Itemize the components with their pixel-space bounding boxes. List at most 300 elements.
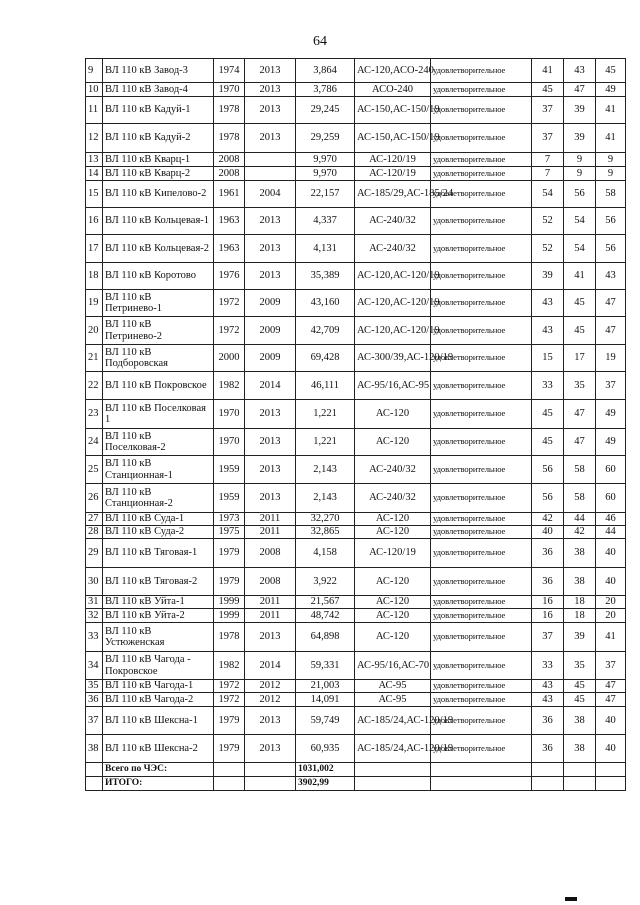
- line-length-cell: 46,111: [296, 372, 355, 400]
- commission-year-cell: 1979: [214, 707, 245, 735]
- table-row: [86, 513, 626, 526]
- line-name-cell: ВЛ 110 кВ Завод-4: [103, 83, 214, 97]
- line-name-cell: ВЛ 110 кВ Шексна-1: [103, 707, 214, 735]
- line-name-cell: ВЛ 110 кВ Уйта-1: [103, 596, 214, 609]
- condition-cell: удовлетворительное: [431, 456, 532, 484]
- total-length-cell: 3902,99: [296, 777, 355, 791]
- value-col-2-cell: 38: [564, 735, 596, 763]
- line-length-cell: 2,143: [296, 484, 355, 513]
- wire-brand-cell: АС-95/16,АС-70: [355, 652, 431, 680]
- table-row: [86, 707, 626, 735]
- commission-year-cell: 1972: [214, 317, 245, 345]
- condition-cell: удовлетворительное: [431, 167, 532, 181]
- total-row: [86, 763, 626, 777]
- value-col-1-cell: 42: [532, 513, 564, 526]
- line-length-cell: 43,160: [296, 290, 355, 317]
- row-number-cell: 20: [86, 317, 103, 345]
- row-number-cell: 30: [86, 568, 103, 596]
- reconstruction-year-cell: 2013: [245, 484, 296, 513]
- condition-cell: удовлетворительное: [431, 539, 532, 568]
- line-length-cell: 29,245: [296, 97, 355, 124]
- commission-year-cell: 1978: [214, 124, 245, 153]
- wire-brand-cell: АС-240/32: [355, 208, 431, 235]
- line-name-cell: ВЛ 110 кВ Суда-2: [103, 526, 214, 539]
- condition-cell: удовлетворительное: [431, 290, 532, 317]
- value-col-2-cell: 58: [564, 484, 596, 513]
- condition-cell: удовлетворительное: [431, 596, 532, 609]
- condition-cell: удовлетворительное: [431, 526, 532, 539]
- line-name-cell: ВЛ 110 кВ Станционная-2: [103, 484, 214, 513]
- line-name-cell: ВЛ 110 кВ Тяговая-1: [103, 539, 214, 568]
- line-length-cell: 29,259: [296, 124, 355, 153]
- line-name-cell: ВЛ 110 кВ Шексна-2: [103, 735, 214, 763]
- value-col-3-cell: 43: [596, 263, 626, 290]
- value-col-1-cell: 43: [532, 693, 564, 707]
- value-col-1-cell: 45: [532, 83, 564, 97]
- value-col-3-cell: 41: [596, 124, 626, 153]
- row-number-cell: 19: [86, 290, 103, 317]
- commission-year-cell: 1999: [214, 609, 245, 623]
- reconstruction-year-cell: 2011: [245, 609, 296, 623]
- value-col-1-cell: 54: [532, 181, 564, 208]
- condition-cell: удовлетворительное: [431, 680, 532, 693]
- line-length-cell: 3,864: [296, 59, 355, 83]
- page-number: 64: [313, 34, 327, 49]
- line-length-cell: 59,749: [296, 707, 355, 735]
- line-name-cell: ВЛ 110 кВ Уйта-2: [103, 609, 214, 623]
- line-length-cell: 48,742: [296, 609, 355, 623]
- value-col-3-cell: 9: [596, 167, 626, 181]
- row-number-cell: 31: [86, 596, 103, 609]
- value-col-1-cell: 37: [532, 623, 564, 652]
- table-row: [86, 623, 626, 652]
- condition-cell: удовлетворительное: [431, 735, 532, 763]
- total-row: [86, 777, 626, 791]
- row-number-cell: 15: [86, 181, 103, 208]
- value-col-1-cell: 43: [532, 317, 564, 345]
- line-name-cell: ВЛ 110 кВ Устюженская: [103, 623, 214, 652]
- value-col-1-cell: 52: [532, 235, 564, 263]
- value-col-1-cell: 45: [532, 400, 564, 429]
- row-number-cell: 35: [86, 680, 103, 693]
- value-col-2-cell: 56: [564, 181, 596, 208]
- commission-year-cell: 1970: [214, 429, 245, 456]
- value-col-3-cell: 60: [596, 484, 626, 513]
- value-col-1-cell: 36: [532, 539, 564, 568]
- reconstruction-year-cell: 2013: [245, 623, 296, 652]
- table-row: [86, 456, 626, 484]
- wire-brand-cell: АСО-240: [355, 83, 431, 97]
- condition-cell: удовлетворительное: [431, 693, 532, 707]
- table-body: [86, 59, 626, 791]
- value-col-3-cell: 40: [596, 735, 626, 763]
- value-col-3-cell: 37: [596, 652, 626, 680]
- value-col-2-cell: 54: [564, 235, 596, 263]
- row-number-cell: 32: [86, 609, 103, 623]
- condition-cell: удовлетворительное: [431, 181, 532, 208]
- commission-year-cell: 1970: [214, 400, 245, 429]
- wire-brand-cell: АС-120: [355, 526, 431, 539]
- value-col-1-cell: 43: [532, 680, 564, 693]
- value-col-1-cell: 36: [532, 707, 564, 735]
- value-col-2-cell: 43: [564, 59, 596, 83]
- commission-year-cell: 1979: [214, 735, 245, 763]
- empty-cell: [596, 763, 626, 777]
- wire-brand-cell: АС-120: [355, 623, 431, 652]
- line-name-cell: ВЛ 110 кВ Кадуй-1: [103, 97, 214, 124]
- value-col-3-cell: 37: [596, 372, 626, 400]
- value-col-3-cell: 49: [596, 429, 626, 456]
- commission-year-cell: 1970: [214, 83, 245, 97]
- value-col-2-cell: 38: [564, 539, 596, 568]
- line-length-cell: 1,221: [296, 429, 355, 456]
- value-col-1-cell: 15: [532, 345, 564, 372]
- value-col-1-cell: 7: [532, 167, 564, 181]
- value-col-3-cell: 47: [596, 317, 626, 345]
- reconstruction-year-cell: 2009: [245, 317, 296, 345]
- row-number-cell: 16: [86, 208, 103, 235]
- table-row: [86, 235, 626, 263]
- table-row: [86, 263, 626, 290]
- condition-cell: удовлетворительное: [431, 153, 532, 167]
- value-col-3-cell: 20: [596, 596, 626, 609]
- condition-cell: удовлетворительное: [431, 484, 532, 513]
- commission-year-cell: 1973: [214, 513, 245, 526]
- total-length-cell: 1031,002: [296, 763, 355, 777]
- table-row: [86, 609, 626, 623]
- condition-cell: удовлетворительное: [431, 124, 532, 153]
- line-length-cell: 35,389: [296, 263, 355, 290]
- wire-brand-cell: АС-95: [355, 693, 431, 707]
- wire-brand-cell: АС-150,АС-150/19: [355, 97, 431, 124]
- value-col-1-cell: 37: [532, 97, 564, 124]
- line-name-cell: ВЛ 110 кВ Кольцевая-2: [103, 235, 214, 263]
- table-row: [86, 97, 626, 124]
- table-row: [86, 484, 626, 513]
- value-col-3-cell: 20: [596, 609, 626, 623]
- line-name-cell: ВЛ 110 кВ Кадуй-2: [103, 124, 214, 153]
- wire-brand-cell: АС-120/19: [355, 153, 431, 167]
- wire-brand-cell: АС-120/19: [355, 167, 431, 181]
- line-length-cell: 42,709: [296, 317, 355, 345]
- row-number-cell: 37: [86, 707, 103, 735]
- wire-brand-cell: АС-240/32: [355, 484, 431, 513]
- table-row: [86, 181, 626, 208]
- value-col-1-cell: 33: [532, 372, 564, 400]
- table-row: [86, 372, 626, 400]
- wire-brand-cell: АС-120: [355, 429, 431, 456]
- row-number-cell: 18: [86, 263, 103, 290]
- row-number-cell: 27: [86, 513, 103, 526]
- power-lines-table: [85, 58, 626, 791]
- value-col-2-cell: 47: [564, 400, 596, 429]
- value-col-2-cell: 17: [564, 345, 596, 372]
- value-col-1-cell: 7: [532, 153, 564, 167]
- value-col-2-cell: 9: [564, 167, 596, 181]
- commission-year-cell: 1959: [214, 456, 245, 484]
- value-col-3-cell: 41: [596, 97, 626, 124]
- table-row: [86, 735, 626, 763]
- commission-year-cell: 1982: [214, 372, 245, 400]
- value-col-3-cell: 9: [596, 153, 626, 167]
- commission-year-cell: 1999: [214, 596, 245, 609]
- wire-brand-cell: АС-95/16,АС-95: [355, 372, 431, 400]
- value-col-2-cell: 45: [564, 693, 596, 707]
- empty-cell: [214, 763, 245, 777]
- value-col-2-cell: 38: [564, 707, 596, 735]
- line-length-cell: 4,158: [296, 539, 355, 568]
- commission-year-cell: 1972: [214, 290, 245, 317]
- table-row: [86, 290, 626, 317]
- reconstruction-year-cell: 2011: [245, 526, 296, 539]
- wire-brand-cell: АС-150,АС-150/19: [355, 124, 431, 153]
- row-number-cell: 26: [86, 484, 103, 513]
- row-number-cell: 23: [86, 400, 103, 429]
- reconstruction-year-cell: 2009: [245, 290, 296, 317]
- row-number-cell: 11: [86, 97, 103, 124]
- value-col-1-cell: 16: [532, 596, 564, 609]
- line-name-cell: ВЛ 110 кВ Тяговая-2: [103, 568, 214, 596]
- commission-year-cell: 1982: [214, 652, 245, 680]
- total-label-cell: ИТОГО:: [103, 777, 214, 791]
- row-number-cell: 38: [86, 735, 103, 763]
- line-name-cell: ВЛ 110 кВ Суда-1: [103, 513, 214, 526]
- row-number-cell: 28: [86, 526, 103, 539]
- line-length-cell: 59,331: [296, 652, 355, 680]
- commission-year-cell: 1963: [214, 208, 245, 235]
- value-col-2-cell: 54: [564, 208, 596, 235]
- commission-year-cell: 2008: [214, 153, 245, 167]
- value-col-3-cell: 49: [596, 83, 626, 97]
- value-col-3-cell: 60: [596, 456, 626, 484]
- value-col-2-cell: 38: [564, 568, 596, 596]
- value-col-1-cell: 36: [532, 735, 564, 763]
- condition-cell: удовлетворительное: [431, 59, 532, 83]
- value-col-2-cell: 58: [564, 456, 596, 484]
- reconstruction-year-cell: 2013: [245, 429, 296, 456]
- table-row: [86, 400, 626, 429]
- value-col-3-cell: 46: [596, 513, 626, 526]
- commission-year-cell: 1974: [214, 59, 245, 83]
- row-number-cell: 22: [86, 372, 103, 400]
- empty-cell: [214, 777, 245, 791]
- line-length-cell: 2,143: [296, 456, 355, 484]
- reconstruction-year-cell: 2013: [245, 456, 296, 484]
- commission-year-cell: 1978: [214, 623, 245, 652]
- value-col-3-cell: 41: [596, 623, 626, 652]
- row-number-cell: 36: [86, 693, 103, 707]
- empty-cell: [431, 777, 532, 791]
- table-row: [86, 568, 626, 596]
- reconstruction-year-cell: 2013: [245, 59, 296, 83]
- value-col-2-cell: 45: [564, 290, 596, 317]
- line-name-cell: ВЛ 110 кВ Коротово: [103, 263, 214, 290]
- line-name-cell: ВЛ 110 кВ Подборовская: [103, 345, 214, 372]
- condition-cell: удовлетворительное: [431, 609, 532, 623]
- wire-brand-cell: АС-120,АС-120/19: [355, 263, 431, 290]
- wire-brand-cell: АС-300/39,АС-120/19: [355, 345, 431, 372]
- row-number-cell: 12: [86, 124, 103, 153]
- value-col-1-cell: 41: [532, 59, 564, 83]
- reconstruction-year-cell: 2013: [245, 208, 296, 235]
- table-row: [86, 596, 626, 609]
- value-col-3-cell: 40: [596, 539, 626, 568]
- wire-brand-cell: АС-120/19: [355, 539, 431, 568]
- line-name-cell: ВЛ 110 кВ Поселковая 1: [103, 400, 214, 429]
- scan-mark: [565, 897, 577, 901]
- reconstruction-year-cell: 2014: [245, 652, 296, 680]
- reconstruction-year-cell: 2014: [245, 372, 296, 400]
- commission-year-cell: 1972: [214, 693, 245, 707]
- commission-year-cell: 1963: [214, 235, 245, 263]
- line-name-cell: ВЛ 110 кВ Кварц-1: [103, 153, 214, 167]
- reconstruction-year-cell: 2013: [245, 263, 296, 290]
- line-length-cell: 32,270: [296, 513, 355, 526]
- empty-cell: [355, 777, 431, 791]
- condition-cell: удовлетворительное: [431, 97, 532, 124]
- wire-brand-cell: АС-95: [355, 680, 431, 693]
- value-col-2-cell: 35: [564, 652, 596, 680]
- condition-cell: удовлетворительное: [431, 568, 532, 596]
- commission-year-cell: 1975: [214, 526, 245, 539]
- value-col-1-cell: 37: [532, 124, 564, 153]
- table-row: [86, 526, 626, 539]
- value-col-1-cell: 16: [532, 609, 564, 623]
- row-number-cell: 24: [86, 429, 103, 456]
- empty-cell: [86, 777, 103, 791]
- line-name-cell: ВЛ 110 кВ Чагода - Покровское: [103, 652, 214, 680]
- wire-brand-cell: АС-240/32: [355, 235, 431, 263]
- reconstruction-year-cell: 2009: [245, 345, 296, 372]
- reconstruction-year-cell: 2013: [245, 97, 296, 124]
- line-length-cell: 4,337: [296, 208, 355, 235]
- wire-brand-cell: АС-120: [355, 400, 431, 429]
- wire-brand-cell: АС-185/29,АС-185/24: [355, 181, 431, 208]
- value-col-2-cell: 41: [564, 263, 596, 290]
- value-col-1-cell: 33: [532, 652, 564, 680]
- wire-brand-cell: АС-120,АСО-240: [355, 59, 431, 83]
- reconstruction-year-cell: 2008: [245, 568, 296, 596]
- value-col-3-cell: 40: [596, 568, 626, 596]
- row-number-cell: 14: [86, 167, 103, 181]
- condition-cell: удовлетворительное: [431, 429, 532, 456]
- value-col-3-cell: 56: [596, 208, 626, 235]
- value-col-3-cell: 44: [596, 526, 626, 539]
- wire-brand-cell: АС-240/32: [355, 456, 431, 484]
- line-name-cell: ВЛ 110 кВ Кольцевая-1: [103, 208, 214, 235]
- value-col-3-cell: 58: [596, 181, 626, 208]
- total-label-cell: Всего по ЧЭС:: [103, 763, 214, 777]
- wire-brand-cell: АС-185/24,АС-120/19: [355, 735, 431, 763]
- table-row: [86, 652, 626, 680]
- condition-cell: удовлетворительное: [431, 83, 532, 97]
- empty-cell: [564, 763, 596, 777]
- reconstruction-year-cell: 2013: [245, 83, 296, 97]
- reconstruction-year-cell: [245, 153, 296, 167]
- value-col-2-cell: 9: [564, 153, 596, 167]
- line-name-cell: ВЛ 110 кВ Кварц-2: [103, 167, 214, 181]
- line-length-cell: 4,131: [296, 235, 355, 263]
- value-col-1-cell: 45: [532, 429, 564, 456]
- empty-cell: [355, 763, 431, 777]
- empty-cell: [532, 777, 564, 791]
- reconstruction-year-cell: 2013: [245, 707, 296, 735]
- value-col-3-cell: 56: [596, 235, 626, 263]
- empty-cell: [564, 777, 596, 791]
- value-col-1-cell: 36: [532, 568, 564, 596]
- table-row: [86, 208, 626, 235]
- line-length-cell: 60,935: [296, 735, 355, 763]
- value-col-2-cell: 35: [564, 372, 596, 400]
- empty-cell: [245, 763, 296, 777]
- line-name-cell: ВЛ 110 кВ Покровское: [103, 372, 214, 400]
- reconstruction-year-cell: 2008: [245, 539, 296, 568]
- wire-brand-cell: АС-120: [355, 596, 431, 609]
- row-number-cell: 34: [86, 652, 103, 680]
- line-length-cell: 64,898: [296, 623, 355, 652]
- commission-year-cell: 1979: [214, 568, 245, 596]
- row-number-cell: 9: [86, 59, 103, 83]
- row-number-cell: 29: [86, 539, 103, 568]
- condition-cell: удовлетворительное: [431, 345, 532, 372]
- table-row: [86, 693, 626, 707]
- reconstruction-year-cell: 2012: [245, 680, 296, 693]
- condition-cell: удовлетворительное: [431, 263, 532, 290]
- commission-year-cell: 1976: [214, 263, 245, 290]
- row-number-cell: 33: [86, 623, 103, 652]
- value-col-3-cell: 49: [596, 400, 626, 429]
- value-col-3-cell: 47: [596, 693, 626, 707]
- row-number-cell: 25: [86, 456, 103, 484]
- wire-brand-cell: АС-120: [355, 568, 431, 596]
- commission-year-cell: 1972: [214, 680, 245, 693]
- wire-brand-cell: АС-185/24,АС-120/19: [355, 707, 431, 735]
- reconstruction-year-cell: 2013: [245, 400, 296, 429]
- condition-cell: удовлетворительное: [431, 208, 532, 235]
- table-row: [86, 680, 626, 693]
- line-length-cell: 9,970: [296, 153, 355, 167]
- line-name-cell: ВЛ 110 кВ Поселковая-2: [103, 429, 214, 456]
- value-col-2-cell: 45: [564, 680, 596, 693]
- line-length-cell: 22,157: [296, 181, 355, 208]
- value-col-2-cell: 44: [564, 513, 596, 526]
- reconstruction-year-cell: 2004: [245, 181, 296, 208]
- line-length-cell: 3,786: [296, 83, 355, 97]
- value-col-2-cell: 39: [564, 97, 596, 124]
- row-number-cell: 10: [86, 83, 103, 97]
- value-col-1-cell: 52: [532, 208, 564, 235]
- reconstruction-year-cell: 2013: [245, 124, 296, 153]
- reconstruction-year-cell: 2012: [245, 693, 296, 707]
- line-length-cell: 9,970: [296, 167, 355, 181]
- row-number-cell: 13: [86, 153, 103, 167]
- value-col-2-cell: 45: [564, 317, 596, 345]
- commission-year-cell: 1978: [214, 97, 245, 124]
- empty-cell: [431, 763, 532, 777]
- condition-cell: удовлетворительное: [431, 235, 532, 263]
- line-name-cell: ВЛ 110 кВ Кипелово-2: [103, 181, 214, 208]
- empty-cell: [86, 763, 103, 777]
- empty-cell: [245, 777, 296, 791]
- value-col-3-cell: 19: [596, 345, 626, 372]
- value-col-3-cell: 47: [596, 290, 626, 317]
- line-name-cell: ВЛ 110 кВ Завод-3: [103, 59, 214, 83]
- value-col-3-cell: 47: [596, 680, 626, 693]
- value-col-2-cell: 39: [564, 124, 596, 153]
- wire-brand-cell: АС-120: [355, 513, 431, 526]
- wire-brand-cell: АС-120,АС-120/19: [355, 290, 431, 317]
- value-col-1-cell: 43: [532, 290, 564, 317]
